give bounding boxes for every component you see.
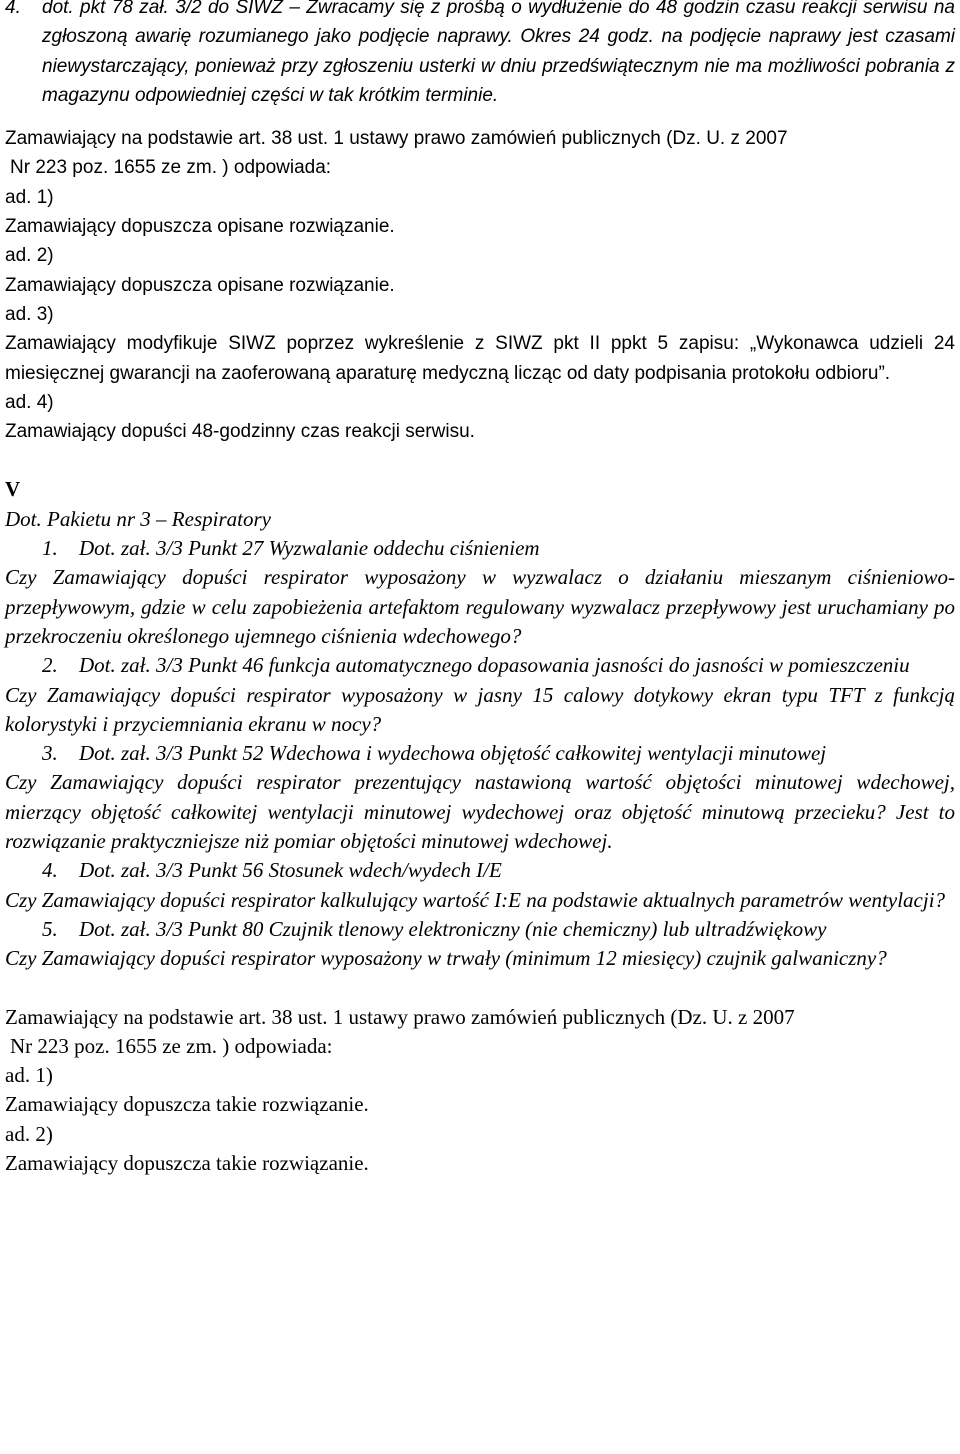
answer1-item-2-text: Zamawiający dopuszcza opisane rozwiązanie. [5,274,395,296]
answer1-item-1-label: ad. 1) [5,186,54,208]
question-title: Dot. zał. 3/3 Punkt 46 funkcja automatycznego dopasowania jasności do jasności w pomieszczeniu [79,653,910,678]
question-title-row [5,915,955,944]
question-body: Czy Zamawiający dopuści respirator kalkulujący wartość I:E na podstawie aktualnych parametrów wentylacji? [5,887,946,912]
answer2-item-1-label: ad. 1) [5,1063,53,1088]
answer1-item-2-label: ad. 2) [5,245,54,267]
question-title: Dot. zał. 3/3 Punkt 27 Wyzwalanie oddechu ciśnieniem [79,536,540,561]
answer1-item-1-text: Zamawiający dopuszcza opisane rozwiązanie. [5,216,395,238]
answer-block-1 [5,124,955,446]
question-title-row [5,651,955,680]
question-item [5,856,955,915]
question-number: 2. [42,653,58,678]
question-item [5,915,955,974]
answer1-item-4-label: ad. 4) [5,391,54,413]
top-item [5,0,955,110]
section-heading: V [5,477,21,502]
answer2-item-2-label: ad. 2) [5,1121,53,1146]
section-respiratory [5,475,955,973]
answer2-intro-line2: Nr 223 poz. 1655 ze zm. ) odpowiada: [10,1033,333,1058]
answer1-intro-line2: Nr 223 poz. 1655 ze zm. ) odpowiada: [10,157,332,179]
question-title-row [5,534,955,563]
question-number: 4. [42,858,58,883]
question-title: Dot. zał. 3/3 Punkt 52 Wdechowa i wydechowa objętość całkowitej wentylacji minutowej [79,741,827,766]
question-body: Czy Zamawiający dopuści respirator wyposażony w jasny 15 calowy dotykowy ekran typu TFT z funkcją kolorystyki i przyciemniania ekranu w nocy? [5,682,955,736]
answer1-item-3-label: ad. 3) [5,303,54,325]
question-number: 1. [42,536,58,561]
question-title: Dot. zał. 3/3 Punkt 80 Czujnik tlenowy elektroniczny (nie chemiczny) lub ultradźwiękowy [79,916,827,941]
question-title-row [5,856,955,885]
top-item-text: dot. pkt 78 zał. 3/2 do SIWZ – Zwracamy się z prośbą o wydłużenie do 48 godzin czasu reakcji serwisu na zgłoszoną awarię rozumianego jako podjęcie naprawy. Okres 24 godz. na podjęcie naprawy jest czasami niewystarczający, ponieważ przy zgłoszeniu usterki w dniu przedświątecznym nie ma możliwości pobrania z magazynu odpowiedniej części w tak krótkim terminie. [42,0,955,106]
questions-list [5,534,955,973]
question-body: Czy Zamawiający dopuści respirator wyposażony w trwały (minimum 12 miesięcy) czujnik galwaniczny? [5,946,887,971]
question-item [5,534,955,651]
top-item-number: 4. [5,0,21,18]
answer2-intro-line1: Zamawiający na podstawie art. 38 ust. 1 ustawy prawo zamówień publicznych (Dz. U. z 2007 [5,1004,795,1029]
answer1-intro-line1: Zamawiający na podstawie art. 38 ust. 1 ustawy prawo zamówień publicznych (Dz. U. z 2007 [5,128,788,150]
answer-block-2 [5,1003,955,1179]
question-title: Dot. zał. 3/3 Punkt 56 Stosunek wdech/wydech I/E [79,858,502,883]
answer1-item-3-text: Zamawiający modyfikuje SIWZ poprzez wykreślenie z SIWZ pkt II ppkt 5 zapisu: „Wykonawca udzieli 24 miesięcznej gwarancji na zaoferowaną aparaturę medyczną licząc od daty podpisania protokołu odbioru”. [5,333,955,384]
question-item [5,651,955,739]
section-title: Dot. Pakietu nr 3 – Respiratory [5,506,271,531]
question-title-row [5,739,955,768]
question-body: Czy Zamawiający dopuści respirator prezentujący nastawioną wartość objętości minutowej wdechowej, mierzący objętość całkowitej wentylacji minutowej wydechowej oraz objętość minutową przecieku? Jest to rozwiązanie praktyczniejsze niż pomiar objętości minutowej wdechowej. [5,770,955,854]
answer1-item-4-text: Zamawiający dopuści 48-godzinny czas reakcji serwisu. [5,421,475,443]
answer2-item-2-text: Zamawiający dopuszcza takie rozwiązanie. [5,1150,369,1175]
question-item [5,739,955,856]
question-body: Czy Zamawiający dopuści respirator wyposażony w wyzwalacz o działaniu mieszanym ciśnieniowo-przepływowym, gdzie w celu zapobieżenia artefaktom regulowany wyzwalacz przepływowy jest uruchamiany po przekroczeniu określonego ujemnego ciśnienia wdechowego? [5,565,955,648]
question-number: 5. [42,916,58,941]
answer2-item-1-text: Zamawiający dopuszcza takie rozwiązanie. [5,1092,369,1117]
question-number: 3. [42,741,58,766]
